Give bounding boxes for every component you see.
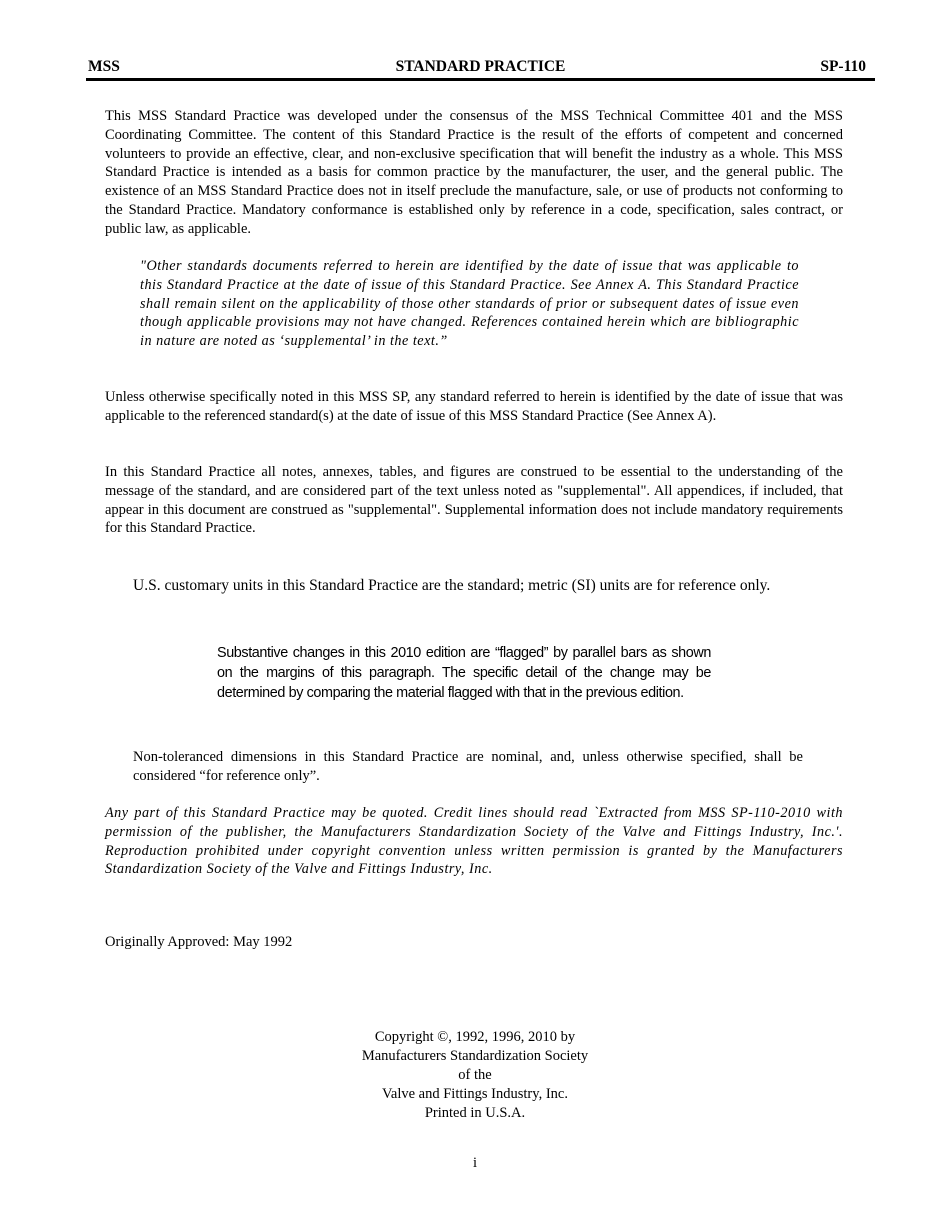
- units-paragraph: U.S. customary units in this Standard Practice are the standard; metric (SI) units are for reference only.: [133, 577, 771, 594]
- copyright-line: Valve and Fittings Industry, Inc.: [382, 1086, 568, 1102]
- intro-paragraph: This MSS Standard Practice was developed under the consensus of the MSS Technical Committee 401 and the MSS Coordinating Committee. The content of this Standard Practice is the result of the efforts of competent and concerned volunteers to provide an effective, clear, and non-exclusive specification that will benefit the industry as a whole. This MSS Standard Practice is intended as a basis for common practice by the manufacturer, the user, and the general public. The existence of an MSS Standard Practice does not in itself preclude the manufacture, sale, or use of products not conforming to the Standard Practice. Mandatory conformance is established only by reference in a code, specification, sales contract, or public law, as applicable.: [105, 108, 843, 237]
- header-document-number: SP-110: [820, 58, 866, 75]
- permission-paragraph: Any part of this Standard Practice may be quoted. Credit lines should read `Extracted from MSS SP-110-2010 with permission of the publisher, the Manufacturers Standardization Society of the Valve and Fittings Industry, Inc.'. Reproduction prohibited under copyright convention unless written permission is granted by the Manufacturers Standardization Society of the Valve and Fittings Industry, Inc.: [105, 805, 843, 878]
- copyright-line: Printed in U.S.A.: [424, 1105, 526, 1121]
- originally-approved: Originally Approved: May 1992: [105, 934, 293, 950]
- page-header: [86, 58, 875, 81]
- changes-flagged-paragraph: Substantive changes in this 2010 edition are “flagged” by parallel bars as shown on the margins of this paragraph. The specific detail of the change may be determined by comparing the material flagged with that in the previous edition.: [217, 645, 711, 701]
- copyright-line: Manufacturers Standardization Society: [361, 1048, 589, 1064]
- header-organization: MSS: [88, 58, 120, 75]
- header-title: STANDARD PRACTICE: [395, 58, 566, 75]
- copyright-block: [0, 1028, 950, 1123]
- page-number: i: [472, 1155, 478, 1171]
- referenced-standards-paragraph: Unless otherwise specifically noted in this MSS SP, any standard referred to herein is identified by the date of issue that was applicable to the referenced standard(s) at the date of issue of this MSS Standard Practice (See Annex A).: [105, 389, 843, 424]
- copyright-line: of the: [458, 1067, 492, 1083]
- non-toleranced-paragraph: Non-toleranced dimensions in this Standard Practice are nominal, and, unless otherwise specified, shall be considered “for reference only”.: [133, 749, 803, 784]
- copyright-line: Copyright ©, 1992, 1996, 2010 by: [374, 1029, 576, 1045]
- supplemental-notes-paragraph: In this Standard Practice all notes, annexes, tables, and figures are construed to be essential to the understanding of the message of the standard, and are considered part of the text unless noted as "supplemental". All appendices, if included, that appear in this document are construed as "supplemental". Supplemental information does not include mandatory requirements for this Standard Practice.: [105, 464, 843, 537]
- standards-reference-quote: "Other standards documents referred to herein are identified by the date of issue that was applicable to this Standard Practice at the date of issue of this Standard Practice. See Annex A. This Standard Practice shall remain silent on the applicability of those other standards of prior or subsequent dates of issue even though applicable provisions may not have changed. References contained herein which are bibliographic in nature are noted as ‘supplemental’ in the text.”: [140, 258, 799, 350]
